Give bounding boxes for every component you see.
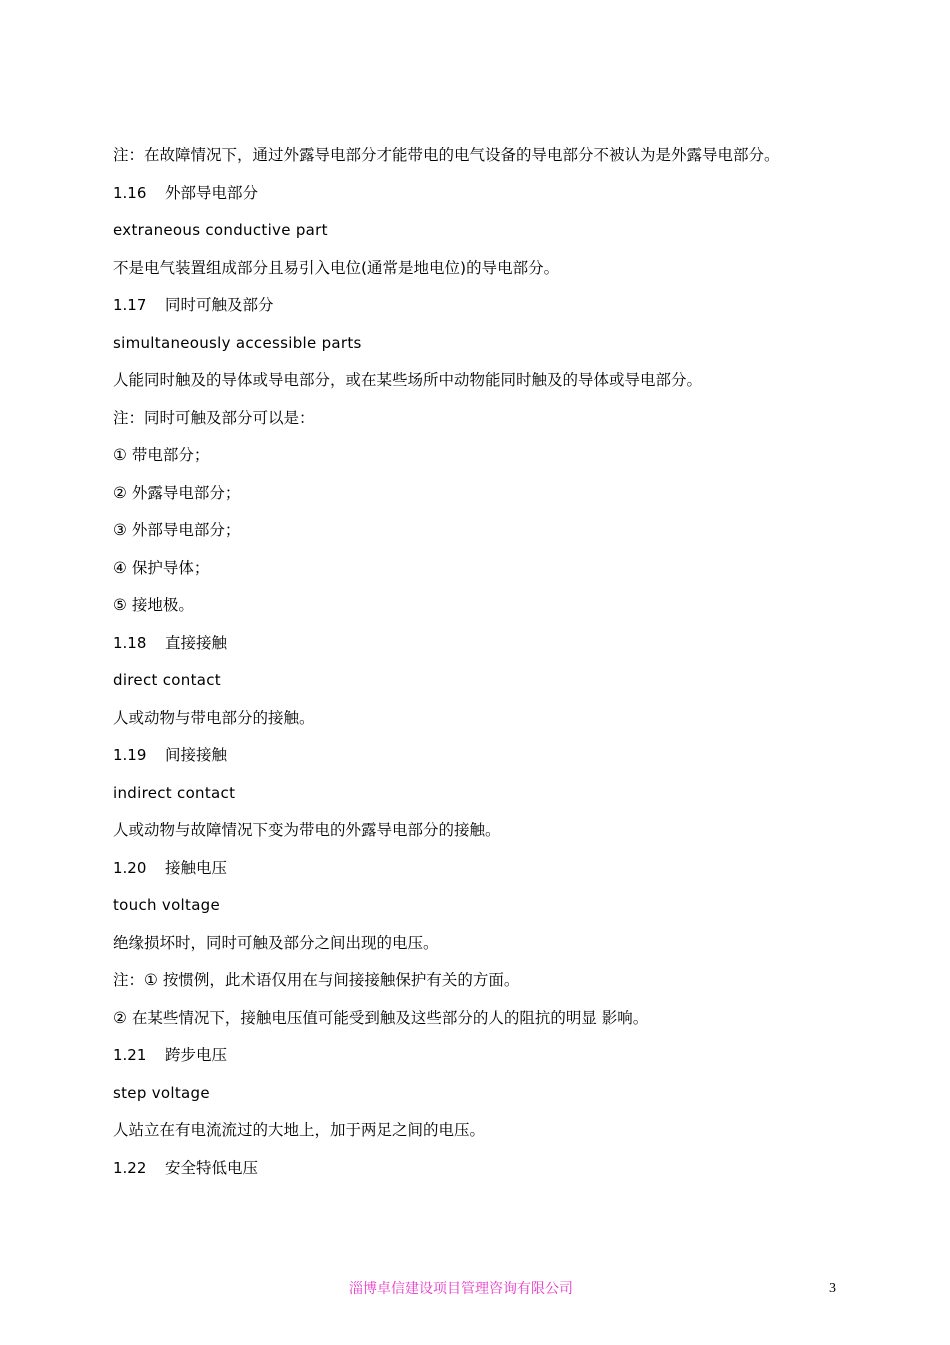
english-term: simultaneously accessible parts <box>113 333 362 352</box>
section-number: 1.22 <box>113 1158 147 1177</box>
section-number: 1.20 <box>113 858 147 877</box>
paragraph-line: ① 带电部分； <box>113 446 210 464</box>
paragraph-line: 人站立在有电流流过的大地上，加于两足之间的电压。 <box>113 1121 486 1139</box>
section-heading <box>113 293 853 331</box>
paragraph-line: 人或动物与带电部分的接触。 <box>113 708 315 727</box>
section-title: 同时可触及部分 <box>165 296 274 314</box>
paragraph-line: ② 外露导电部分； <box>113 483 241 502</box>
section-title: 跨步电压 <box>165 1046 228 1064</box>
paragraph-line: ⑤ 接地极。 <box>113 596 194 614</box>
footer-page-number: 3 <box>829 1281 836 1296</box>
paragraph-line: ② 在某些情况下，接触电压值可能受到触及这些部分的人的阻抗的明显 影响。 <box>113 1008 649 1027</box>
paragraph-line: ③ 外部导电部分； <box>113 521 241 539</box>
paragraph-line: 人能同时触及的导体或导电部分，或在某些场所中动物能同时触及的导体或导电部分。 <box>113 371 703 389</box>
section-title: 直接接触 <box>165 633 228 652</box>
section-number: 1.19 <box>113 746 147 764</box>
section-heading <box>113 856 853 894</box>
paragraph-line: 不是电气装置组成部分且易引入电位(通常是地电位)的导电部分。 <box>113 258 560 277</box>
section-title: 间接接触 <box>165 746 228 764</box>
english-term: touch voltage <box>113 896 221 914</box>
section-number: 1.18 <box>113 633 147 652</box>
paragraph-line: 注：同时可触及部分可以是： <box>113 408 315 427</box>
english-term: step voltage <box>113 1083 210 1102</box>
english-term: indirect contact <box>113 783 236 802</box>
english-term: extraneous conductive part <box>113 221 328 239</box>
section-number: 1.17 <box>113 296 147 314</box>
footer-company-name: 淄博卓信建设项目管理咨询有限公司 <box>349 1281 573 1297</box>
section-heading <box>113 1156 853 1194</box>
section-heading <box>113 743 853 781</box>
document-body <box>113 143 853 1193</box>
section-title: 接触电压 <box>165 858 228 877</box>
section-heading <box>113 631 853 669</box>
paragraph-line: 注：① 按惯例，此术语仅用在与间接接触保护有关的方面。 <box>113 971 520 989</box>
section-title: 外部导电部分 <box>165 183 259 202</box>
paragraph-line: 绝缘损坏时，同时可触及部分之间出现的电压。 <box>113 933 439 952</box>
paragraph-line: 注：在故障情况下，通过外露导电部分才能带电的电气设备的导电部分不被认为是外露导电部分。 <box>113 146 780 164</box>
paragraph-line: ④ 保护导体； <box>113 558 210 577</box>
section-title: 安全特低电压 <box>165 1158 259 1177</box>
section-heading <box>113 181 853 219</box>
section-number: 1.21 <box>113 1046 147 1064</box>
section-heading <box>113 1043 853 1081</box>
section-number: 1.16 <box>113 183 147 202</box>
paragraph-line: 人或动物与故障情况下变为带电的外露导电部分的接触。 <box>113 821 501 839</box>
english-term: direct contact <box>113 671 221 689</box>
